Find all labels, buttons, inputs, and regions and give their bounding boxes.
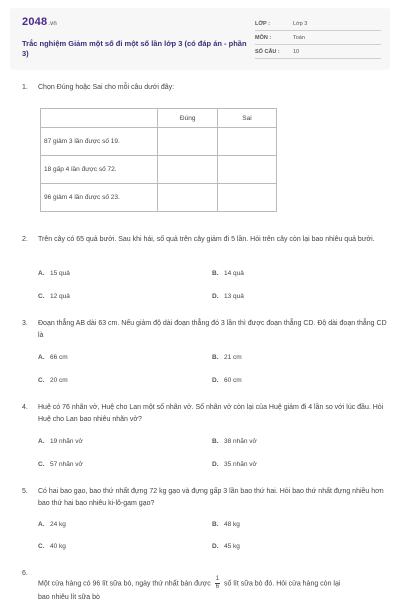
question-text-part: số lít sữa bò đó. Hỏi cửa hàng còn lại — [224, 580, 341, 588]
option-letter: B. — [212, 521, 219, 528]
option-letter: C. — [38, 293, 45, 300]
option-text: 21 cm — [224, 354, 242, 361]
true-answer-cell[interactable] — [158, 156, 217, 184]
option-text: 13 quả — [224, 293, 244, 300]
table-row — [41, 184, 277, 212]
option-letter: C. — [38, 543, 45, 550]
logo-text: 2048 — [22, 16, 48, 28]
option-letter: A. — [38, 354, 45, 361]
option-c[interactable] — [38, 293, 70, 300]
option-letter: A. — [38, 438, 45, 445]
table-header-cell — [41, 109, 158, 128]
option-letter: D. — [212, 543, 219, 550]
option-a[interactable] — [38, 270, 70, 277]
option-letter: D. — [212, 377, 219, 384]
meta-subject-value: Toán — [293, 35, 305, 41]
statement-cell: 96 giảm 4 lần được số 23. — [41, 184, 158, 212]
option-letter: B. — [212, 270, 219, 277]
question-number: 2. — [22, 236, 28, 243]
question-text: Đoạn thẳng AB dài 63 cm. Nếu giảm độ dài đoạn thẳng đó 3 lần thì được đoạn thẳng CD. Độ dài đoạn thẳng CD là — [38, 320, 387, 339]
true-answer-cell[interactable] — [158, 128, 217, 156]
option-letter: D. — [212, 461, 219, 468]
option-text: 12 quả — [50, 293, 70, 300]
table-header-row — [41, 109, 277, 128]
question-number: 4. — [22, 404, 28, 411]
false-answer-cell[interactable] — [217, 184, 276, 212]
option-letter: A. — [38, 521, 45, 528]
question-text: Chọn Đúng hoặc Sai cho mỗi câu dưới đây: — [38, 84, 175, 91]
table-row — [41, 128, 277, 156]
meta-count-value: 10 — [293, 49, 300, 55]
option-b[interactable] — [212, 270, 244, 277]
option-letter: B. — [212, 438, 219, 445]
option-a[interactable] — [38, 521, 66, 528]
table-row — [41, 156, 277, 184]
question-number: 5. — [22, 488, 28, 495]
option-d[interactable] — [212, 377, 242, 384]
false-answer-cell[interactable] — [217, 128, 276, 156]
option-text: 14 quả — [224, 270, 244, 277]
question-number: 1. — [22, 84, 28, 91]
question-number: 6. — [22, 570, 28, 577]
option-c[interactable] — [38, 461, 83, 468]
option-text: 66 cm — [50, 354, 68, 361]
option-text: 35 nhãn vở — [224, 461, 257, 468]
header — [10, 8, 390, 70]
option-letter: C. — [38, 461, 45, 468]
option-text: 60 cm — [224, 377, 242, 384]
option-c[interactable] — [38, 377, 68, 384]
question-text: Huệ có 76 nhãn vở, Huệ cho Lan một số nhãn vở. Số nhãn vở còn lại của Huệ giảm đi 4 lần so với lúc đầu. Hỏi Huệ cho Lan bao nhiêu nhãn vở? — [38, 404, 384, 423]
false-answer-cell[interactable] — [217, 156, 276, 184]
question-text: Có hai bao gạo, bao thứ nhất đựng 72 kg gạo và đựng gấp 3 lần bao thứ hai. Hỏi bao thứ nhất đựng nhiều hơn bao thứ hai bao nhiêu ki-lô-gam gạo? — [38, 488, 384, 507]
page-title: Trắc nghiệm Giảm một số đi một số lần lớp 3 (có đáp án - phần 3) — [22, 39, 247, 58]
option-b[interactable] — [212, 521, 240, 528]
meta-count — [255, 46, 381, 59]
option-d[interactable] — [212, 293, 244, 300]
option-b[interactable] — [212, 438, 257, 445]
meta-subject — [255, 32, 381, 45]
question-text-part: Một cửa hàng có 96 lít sữa bò, ngày thứ nhất bán được — [38, 580, 211, 588]
fraction-numerator: 1 — [215, 576, 220, 582]
site-logo[interactable] — [22, 16, 57, 28]
option-text: 45 kg — [224, 543, 240, 550]
question-text-line2: bao nhiêu lít sữa bò — [38, 594, 100, 601]
true-false-table — [40, 108, 277, 212]
question-text: Trên cây có 65 quả bưởi. Sau khi hái, số quả trên cây giảm đi 5 lần. Hỏi trên cây còn lại bao nhiêu quả bưởi. — [38, 236, 375, 243]
table-header-true: Đúng — [158, 109, 217, 128]
option-text: 57 nhãn vở — [50, 461, 83, 468]
true-answer-cell[interactable] — [158, 184, 217, 212]
statement-cell: 18 gấp 4 lần được số 72. — [41, 156, 158, 184]
table-header-false: Sai — [217, 109, 276, 128]
option-d[interactable] — [212, 461, 257, 468]
fraction — [215, 576, 220, 591]
statement-cell: 87 giảm 3 lần được số 19. — [41, 128, 158, 156]
option-text: 24 kg — [50, 521, 66, 528]
option-letter: A. — [38, 270, 45, 277]
option-text: 15 quả — [50, 270, 70, 277]
option-a[interactable] — [38, 354, 68, 361]
option-text: 40 kg — [50, 543, 66, 550]
option-letter: D. — [212, 293, 219, 300]
meta-class-label: LỚP : — [255, 21, 270, 27]
meta-class-value: Lớp 3 — [293, 21, 308, 27]
option-letter: C. — [38, 377, 45, 384]
option-text: 38 nhãn vở — [224, 438, 257, 445]
option-text: 20 cm — [50, 377, 68, 384]
meta-subject-label: MÔN : — [255, 35, 272, 41]
question-text — [38, 576, 388, 591]
option-letter: B. — [212, 354, 219, 361]
option-c[interactable] — [38, 543, 66, 550]
option-d[interactable] — [212, 543, 240, 550]
meta-class — [255, 18, 381, 31]
fraction-denominator: 6 — [215, 584, 220, 590]
question-number: 3. — [22, 320, 28, 327]
option-text: 48 kg — [224, 521, 240, 528]
logo-tld: .vn — [48, 21, 57, 27]
option-a[interactable] — [38, 438, 83, 445]
option-b[interactable] — [212, 354, 242, 361]
meta-count-label: SỐ CÂU : — [255, 49, 280, 55]
option-text: 19 nhãn vở — [50, 438, 83, 445]
